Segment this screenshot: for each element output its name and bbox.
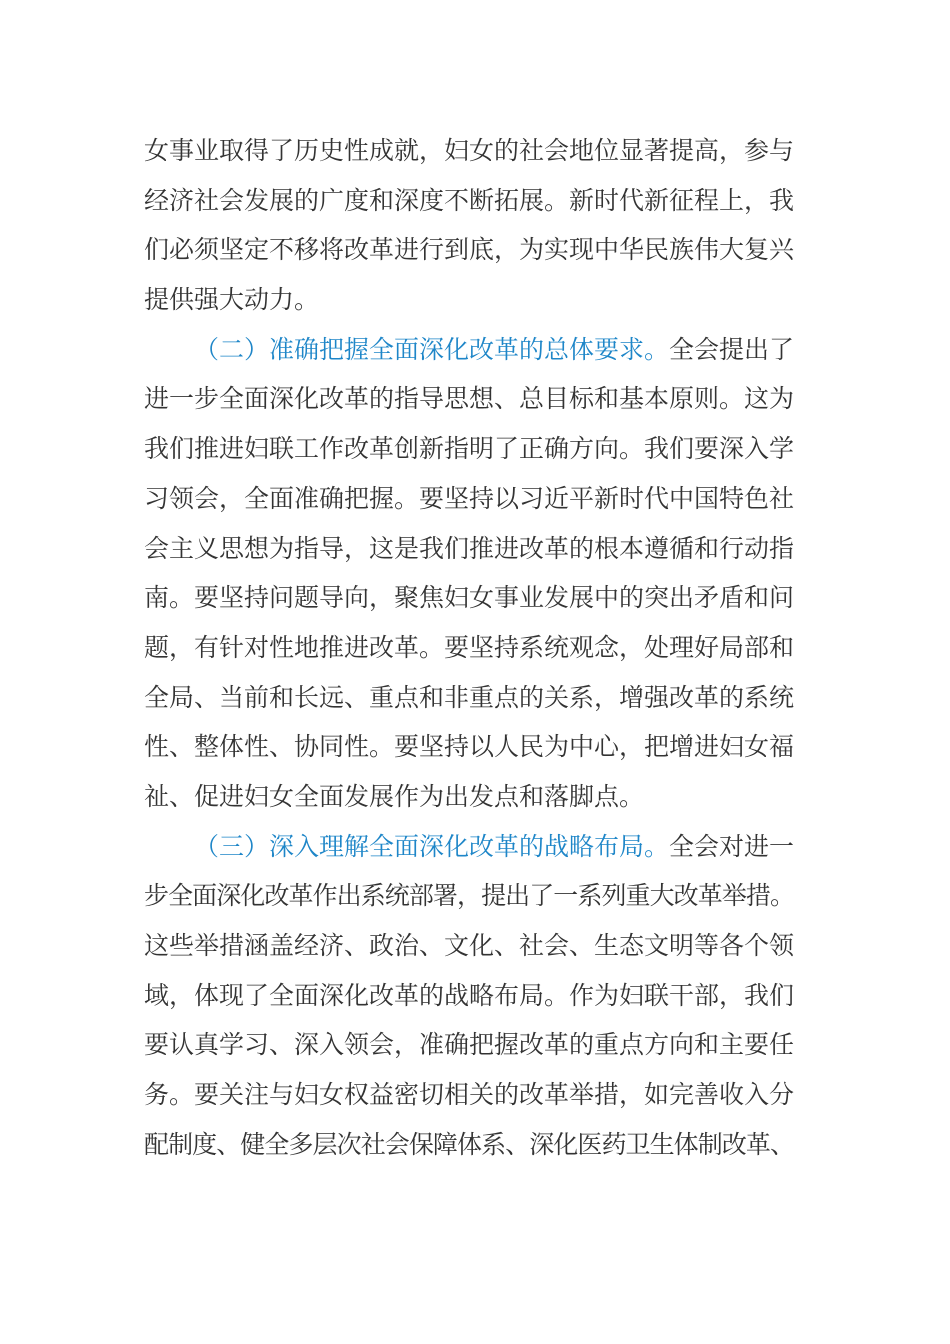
text-run: 全会提出了 [669,334,795,364]
section-heading-2: （二）准确把握全面深化改革的总体要求。 [194,334,670,364]
text-line: 步全面深化改革作出系统部署，提出了一系列重大改革举措。 [144,881,794,911]
text-line: 全局、当前和长远、重点和非重点的关系，增强改革的系统 [144,682,795,712]
text-line: 提供强大动力。 [144,285,320,315]
text-line: 配制度、健全多层次社会保障体系、深化医药卫生体制改革、 [144,1129,794,1159]
section-heading-3: （三）深入理解全面深化改革的战略布局。 [194,831,670,861]
text-line: 题，有针对性地推进改革。要坚持系统观念，处理好局部和 [144,632,795,662]
text-line: 域，体现了全面深化改革的战略布局。作为妇联干部，我们 [144,980,795,1010]
text-line: 这些举措涵盖经济、政治、文化、社会、生态文明等各个领 [144,931,795,960]
document-body [144,126,794,1169]
paragraph-1 [144,126,794,325]
text-line: 南。要坚持问题导向，聚焦妇女事业发展中的突出矛盾和问 [144,583,795,613]
text-line: 们必须坚定不移将改革进行到底，为实现中华民族伟大复兴 [144,235,795,265]
text-line: 经济社会发展的广度和深度不断拓展。新时代新征程上，我 [144,185,795,215]
text-line: 进一步全面深化改革的指导思想、总目标和基本原则。这为 [144,384,795,414]
text-line-first [144,822,794,872]
text-line: 我们推进妇联工作改革创新指明了正确方向。我们要深入学 [144,434,795,464]
text-line: 女事业取得了历史性成就，妇女的社会地位显著提高，参与 [144,136,795,165]
text-line: 性、整体性、协同性。要坚持以人民为中心，把增进妇女福 [144,732,795,762]
paragraph-2 [144,325,794,822]
text-line: 要认真学习、深入领会，准确把握改革的重点方向和主要任 [144,1030,795,1060]
text-line: 祉、促进妇女全面发展作为出发点和落脚点。 [144,781,645,811]
text-line: 会主义思想为指导，这是我们推进改革的根本遵循和行动指 [144,533,795,563]
text-line: 务。要关注与妇女权益密切相关的改革举措，如完善收入分 [144,1080,795,1110]
paragraph-3 [144,822,794,1170]
text-line-first [144,325,794,375]
text-line: 习领会，全面准确把握。要坚持以习近平新时代中国特色社 [144,483,795,513]
text-run: 全会对进一 [669,831,795,861]
